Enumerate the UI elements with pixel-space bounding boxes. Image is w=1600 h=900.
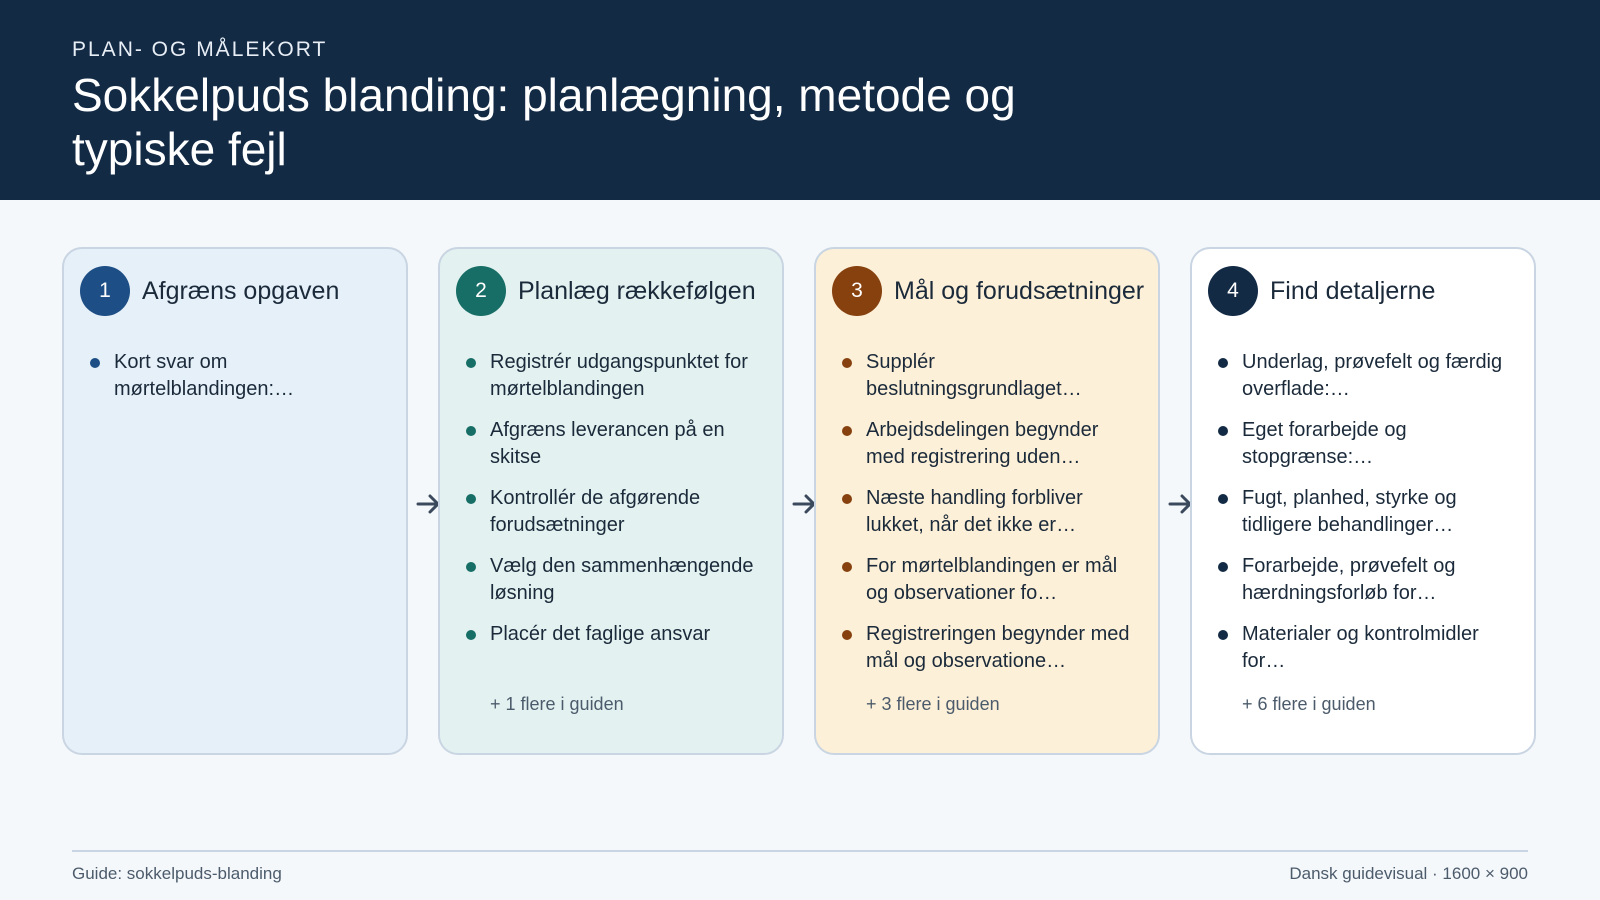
footer-guide-label: Guide: sokkelpuds-blanding (72, 864, 282, 883)
item-text: Afgræns leverancen på en skitse (490, 419, 725, 468)
list-item (1218, 417, 1518, 471)
step-card-3 (814, 247, 1160, 755)
step-number-badge: 4 (1208, 266, 1258, 316)
step-item-list (90, 349, 390, 417)
bullet-icon (842, 494, 852, 504)
bullet-icon (842, 426, 852, 436)
step-item-list (842, 349, 1142, 689)
bullet-icon (842, 562, 852, 572)
list-item (842, 553, 1142, 607)
eyebrow-label: PLAN- OG MÅLEKORT (72, 38, 328, 61)
item-text: Vælg den sammenhængende løsning (490, 555, 754, 604)
step-number-badge: 2 (456, 266, 506, 316)
step-title: Mål og forudsætninger (894, 277, 1145, 305)
step-card-2 (438, 247, 784, 755)
item-text: Registrér udgangspunktet for mørtelblandingen (490, 351, 748, 400)
list-item (466, 417, 766, 471)
header-banner (0, 0, 1600, 200)
item-text: Kontrollér de afgørende forudsætninger (490, 487, 701, 536)
bullet-icon (842, 358, 852, 368)
item-text: Registreringen begynder med mål og observatione… (866, 623, 1130, 672)
footer-divider (72, 850, 1528, 852)
bullet-icon (466, 494, 476, 504)
bullet-icon (466, 426, 476, 436)
list-item (1218, 485, 1518, 539)
item-text: Placér det faglige ansvar (490, 623, 711, 645)
more-in-guide-link[interactable]: + 1 flere i guiden (490, 694, 624, 714)
item-text: For mørtelblandingen er mål og observationer fo… (866, 555, 1118, 604)
bullet-icon (1218, 426, 1228, 436)
step-title: Afgræns opgaven (142, 277, 340, 305)
bullet-icon (842, 630, 852, 640)
item-text: Kort svar om mørtelblandingen:… (114, 351, 295, 400)
step-title: Planlæg rækkefølgen (518, 277, 756, 305)
list-item (90, 349, 390, 403)
more-in-guide-link[interactable]: + 3 flere i guiden (866, 694, 1000, 714)
step-item-list (466, 349, 766, 662)
item-text: Arbejdsdelingen begynder med registrering uden… (866, 419, 1099, 468)
list-item (466, 553, 766, 607)
item-text: Eget forarbejde og stopgrænse:… (1242, 419, 1407, 468)
more-in-guide-link[interactable]: + 6 flere i guiden (1242, 694, 1376, 714)
footer-meta-label: Dansk guidevisual · 1600 × 900 (1289, 864, 1528, 883)
list-item (842, 621, 1142, 675)
item-text: Supplér beslutningsgrundlaget… (866, 351, 1082, 400)
item-text: Næste handling forbliver lukket, når det ikke er… (866, 487, 1083, 536)
bullet-icon (1218, 494, 1228, 504)
item-text: Underlag, prøvefelt og færdig overflade:… (1242, 351, 1503, 400)
list-item (466, 621, 766, 648)
list-item (1218, 621, 1518, 675)
page-title: Sokkelpuds blanding: planlægning, metode og typiske fejl (72, 69, 1016, 175)
step-card-4 (1190, 247, 1536, 755)
step-card-1 (62, 247, 408, 755)
item-text: Materialer og kontrolmidler for… (1242, 623, 1479, 672)
item-text: Fugt, planhed, styrke og tidligere behandlinger… (1242, 487, 1457, 536)
bullet-icon (90, 358, 100, 368)
step-number-badge: 3 (832, 266, 882, 316)
list-item (466, 349, 766, 403)
list-item (1218, 553, 1518, 607)
bullet-icon (466, 630, 476, 640)
bullet-icon (1218, 630, 1228, 640)
list-item (842, 349, 1142, 403)
list-item (842, 417, 1142, 471)
list-item (842, 485, 1142, 539)
list-item (466, 485, 766, 539)
step-number-badge: 1 (80, 266, 130, 316)
bullet-icon (466, 562, 476, 572)
item-text: Forarbejde, prøvefelt og hærdningsforløb for… (1242, 555, 1456, 604)
list-item (1218, 349, 1518, 403)
step-item-list (1218, 349, 1518, 689)
bullet-icon (1218, 358, 1228, 368)
bullet-icon (1218, 562, 1228, 572)
bullet-icon (466, 358, 476, 368)
step-title: Find detaljerne (1270, 277, 1436, 305)
